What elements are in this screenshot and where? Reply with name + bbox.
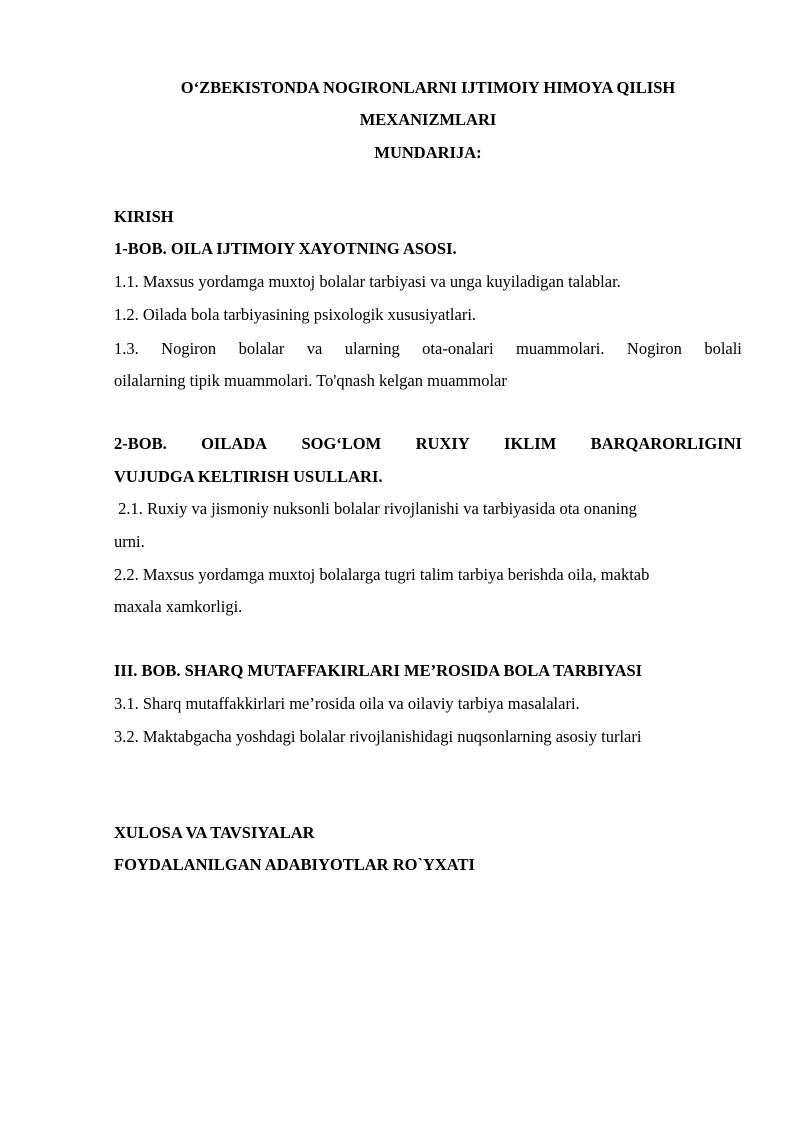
chapter-2-heading-line-2: VUJUDGA KELTIRISH USULLARI. <box>114 467 383 486</box>
document-title-line-1: O‘ZBEKISTONDA NOGIRONLARNI IJTIMOIY HIMOYA QILISH <box>180 78 676 97</box>
toc-item-2-2-line-2: maxala xamkorligi. <box>114 597 243 616</box>
toc-item-1-3-word: ularning <box>344 339 400 358</box>
toc-item-2-1-line-1: 2.1. Ruxiy va jismoniy nuksonli bolalar rivojlanishi va tarbiyasida ota onaning <box>114 499 637 518</box>
toc-item-2-1-line-2: urni. <box>114 532 145 551</box>
toc-item-1-2: 1.2. Oilada bola tarbiyasining psixologik xususiyatlari. <box>114 305 477 324</box>
chapter-3-heading: III. BOB. SHARQ MUTAFFAKIRLARI ME’ROSIDA BOLA TARBIYASI <box>114 661 643 680</box>
toc-item-3-1: 3.1. Sharq mutaffakkirlari me’rosida oila va oilaviy tarbiya masalalari. <box>114 694 580 713</box>
toc-item-1-3-word: Nogiron <box>161 339 217 358</box>
intro-heading: KIRISH <box>114 207 174 226</box>
toc-item-1-1: 1.1. Maxsus yordamga muxtoj bolalar tarbiyasi va unga kuyiladigan talablar. <box>114 272 621 291</box>
conclusion-heading: XULOSA VA TAVSIYALAR <box>114 823 315 842</box>
chapter-2-heading-line-1 <box>114 434 742 454</box>
toc-item-1-3-word: bolali <box>704 339 742 358</box>
chapter-2-heading-word: RUXIY <box>415 434 470 453</box>
chapter-2-heading-word: SOG‘LOM <box>301 434 382 453</box>
toc-item-2-2-line-1: 2.2. Maxsus yordamga muxtoj bolalarga tugri talim tarbiya berishda oila, maktab <box>114 565 650 584</box>
toc-item-1-3-word: ota-onalari <box>422 339 494 358</box>
toc-item-1-3-word: 1.3. <box>114 339 139 358</box>
references-heading: FOYDALANILGAN ADABIYOTLAR RO`YXATI <box>114 855 475 874</box>
document-page <box>114 0 742 1131</box>
chapter-1-heading: 1-BOB. OILA IJTIMOIY XAYOTNING ASOSI. <box>114 239 457 258</box>
document-title-line-2: MEXANIZMLARI <box>359 110 497 129</box>
chapter-2-heading-word: OILADA <box>201 434 268 453</box>
toc-item-1-3-line-1 <box>114 339 742 359</box>
toc-item-3-2: 3.2. Maktabgacha yoshdagi bolalar rivojlanishidagi nuqsonlarning asosiy turlari <box>114 727 642 746</box>
contents-heading: MUNDARIJA: <box>374 143 482 162</box>
chapter-2-heading-word: 2-BOB. <box>114 434 167 453</box>
toc-item-1-3-word: va <box>306 339 323 358</box>
toc-item-1-3-line-2: oilalarning tipik muammolari. To'qnash kelgan muammolar <box>114 371 507 390</box>
toc-item-1-3-word: muammolari. <box>516 339 605 358</box>
toc-item-1-3-word: Nogiron <box>626 339 682 358</box>
toc-item-1-3-word: bolalar <box>238 339 285 358</box>
chapter-2-heading-word: IKLIM <box>504 434 557 453</box>
chapter-2-heading-word: BARQARORLIGINI <box>590 434 742 453</box>
